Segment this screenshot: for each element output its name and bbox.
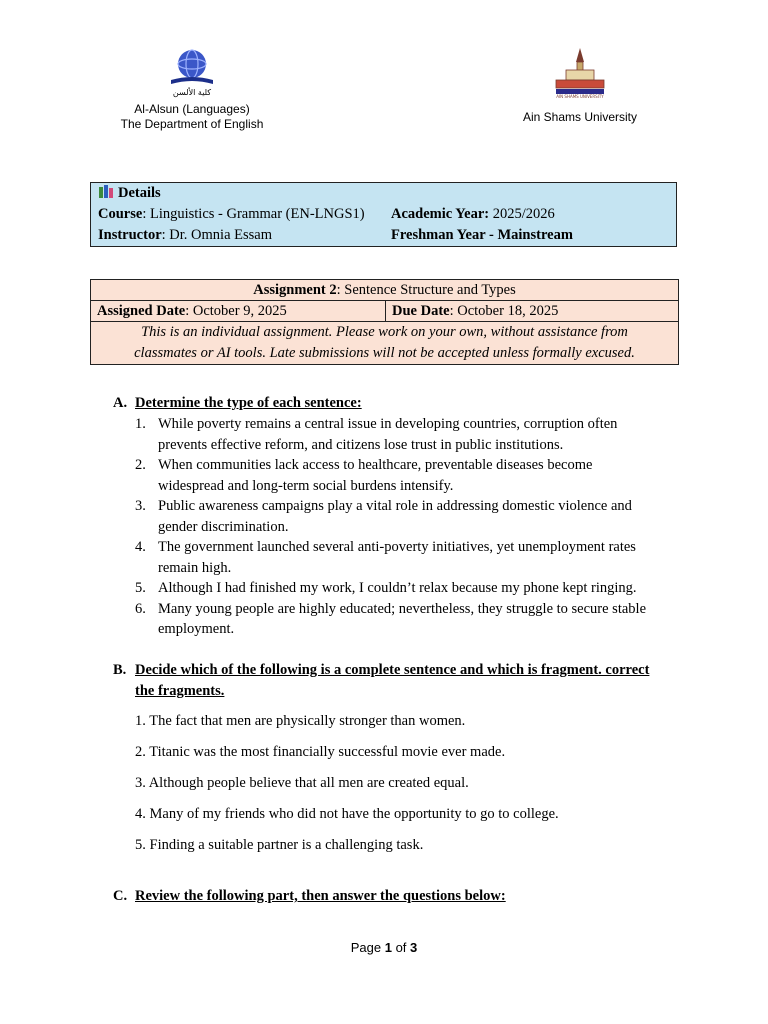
course-value: : Linguistics - Grammar (EN-LNGS1)	[142, 206, 365, 222]
details-heading: Details	[98, 185, 161, 202]
assignment-note: This is an individual assignment. Please work on your own, without assistance from classmates or AI tools. Late submissions will not be accepted unless formally excused.	[91, 322, 679, 365]
course-row	[98, 206, 365, 223]
faculty-name: Al-Alsun (Languages)	[134, 102, 250, 116]
university-header	[520, 44, 640, 124]
svg-text:AIN SHAMS UNIVERSITY: AIN SHAMS UNIVERSITY	[556, 94, 604, 99]
department-name: The Department of English	[120, 117, 264, 131]
assignment-table	[90, 279, 679, 365]
books-icon	[98, 185, 114, 199]
section-a-list	[135, 414, 675, 640]
course-label: Course	[98, 206, 143, 222]
svg-text:كلية الألسن: كلية الألسن	[172, 88, 212, 97]
academic-year-row	[391, 206, 555, 223]
instructor-label: Instructor	[98, 227, 162, 243]
academic-year-label: Academic Year:	[391, 206, 490, 222]
alsun-logo-icon	[165, 44, 219, 100]
instructor-row	[98, 227, 272, 244]
academic-year-value: 2025/2026	[489, 206, 555, 222]
university-name: Ain Shams University	[522, 110, 638, 124]
list-item: 3. Public awareness campaigns play a vital role in addressing domestic violence and gender discrimination.	[135, 498, 632, 535]
list-item: 3. Although people believe that all men are created equal.	[135, 775, 469, 791]
list-item: 4. Many of my friends who did not have the opportunity to go to college.	[135, 806, 559, 822]
instructor-value: : Dr. Omnia Essam	[161, 227, 272, 243]
assignment-title: Assignment 2: Sentence Structure and Types	[91, 280, 679, 301]
list-item: 1. The fact that men are physically stronger than women.	[135, 713, 466, 729]
list-item: 5. Finding a suitable partner is a challenging task.	[135, 837, 424, 853]
list-item: 2. Titanic was the most financially successful movie ever made.	[135, 744, 506, 760]
list-item: 5. Although I had finished my work, I couldn’t relax because my phone kept ringing.	[135, 580, 637, 596]
list-item: 4. The government launched several anti-poverty initiatives, yet unemployment rates remain high.	[135, 539, 636, 576]
due-date: Due Date: October 18, 2025	[386, 301, 679, 322]
faculty-header	[110, 44, 274, 132]
page-number: Page 1 of 3	[350, 940, 418, 955]
list-item: 6. Many young people are highly educated; nevertheless, they struggle to secure stable employment.	[135, 600, 647, 637]
list-item: 2. When communities lack access to healthcare, preventable diseases become widespread and long-term social burdens intensify.	[135, 457, 593, 494]
details-box	[90, 182, 677, 247]
list-item: 1. While poverty remains a central issue in developing countries, corruption often prevents effective reform, and citizens lose trust in public institutions.	[135, 416, 618, 453]
track-label: Freshman Year - Mainstream	[391, 227, 573, 243]
ain-shams-crest-icon	[548, 44, 612, 100]
assigned-date: Assigned Date: October 9, 2025	[91, 301, 386, 322]
track-row	[391, 227, 573, 244]
